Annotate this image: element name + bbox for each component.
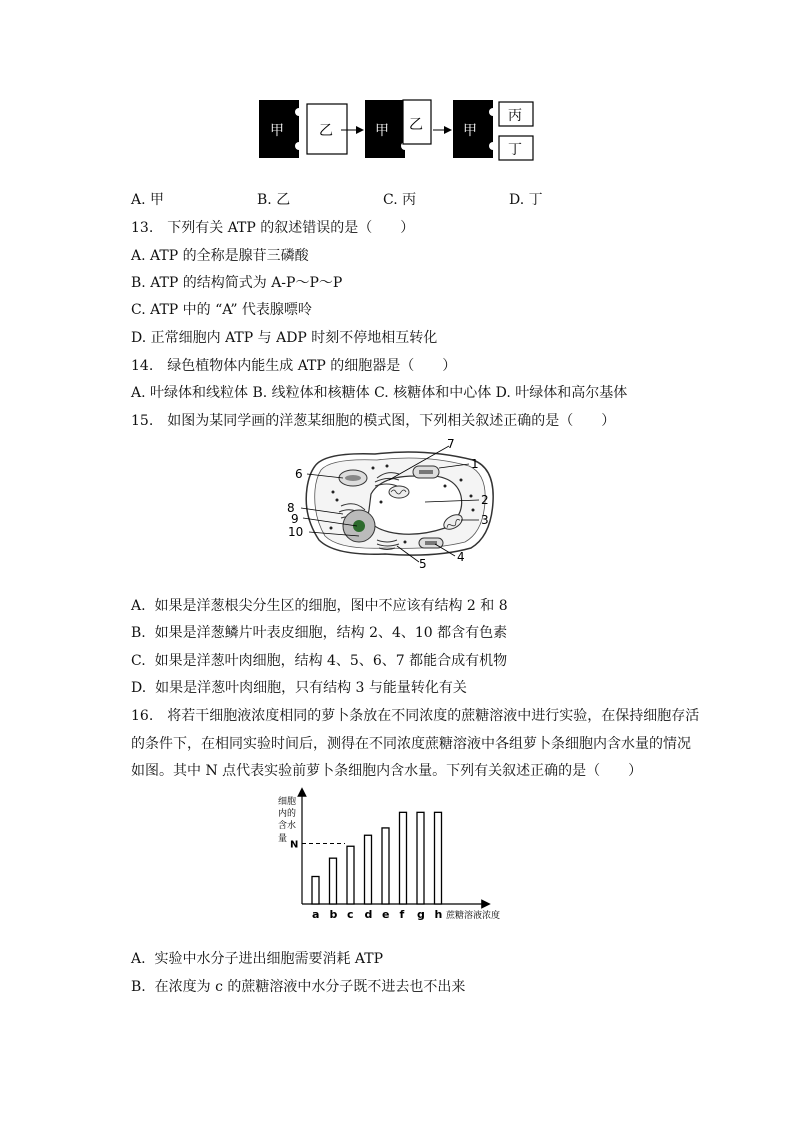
- fig12-label: 甲: [375, 123, 389, 139]
- q12-figure: [255, 96, 545, 162]
- q16-stem-line-2: 的条件下，在相同实验时间后，测得在不同浓度蔗糖溶液中各组萝卜条细胞内含水量的情况: [131, 736, 691, 752]
- bar-h: [435, 812, 442, 904]
- q12-options: [131, 190, 691, 210]
- cell-label-2: 2: [481, 493, 489, 507]
- x-tick-label: c: [347, 908, 354, 921]
- bar-f: [400, 812, 407, 904]
- q12-option-d[interactable]: D. 丁: [509, 192, 543, 208]
- q13-option-c[interactable]: C. ATP 中的 “A” 代表腺嘌呤: [131, 302, 312, 318]
- fig12-label: 甲: [270, 123, 284, 139]
- x-tick-label: e: [382, 908, 390, 921]
- cell-label-1: 1: [471, 457, 479, 471]
- q16-water-content-chart: [270, 786, 530, 926]
- y-label-line: 含水: [278, 821, 297, 831]
- fig12-label: 甲: [463, 123, 477, 139]
- cell-label-8: 8: [287, 501, 295, 515]
- q16-stem-line-1: 16. 将若干细胞液浓度相同的萝卜条放在不同浓度的蔗糖溶液中进行实验，在保持细胞存活: [131, 708, 700, 724]
- bar-c: [347, 846, 354, 904]
- q12-option-b[interactable]: B. 乙: [257, 192, 291, 208]
- q13-option-a[interactable]: A. ATP 的全称是腺苷三磷酸: [131, 248, 309, 264]
- q15-cell-figure: [285, 436, 515, 572]
- q12-option-a[interactable]: A. 甲: [131, 192, 165, 208]
- q15-option-b[interactable]: B. 如果是洋葱鳞片叶表皮细胞，结构 2、4、10 都含有色素: [131, 625, 508, 641]
- fig12-label: 乙: [319, 123, 333, 139]
- q15-option-d[interactable]: D. 如果是洋葱叶肉细胞，只有结构 3 与能量转化有关: [131, 680, 467, 696]
- q13-option-b[interactable]: B. ATP 的结构简式为 A-P～P～P: [131, 275, 343, 291]
- cell-label-4: 4: [457, 550, 465, 564]
- bar-b: [330, 858, 337, 904]
- x-tick-label: d: [364, 908, 373, 921]
- x-tick-label: b: [329, 908, 338, 921]
- cell-label-3: 3: [481, 513, 489, 527]
- n-label: N: [290, 839, 299, 851]
- cell-label-6: 6: [295, 467, 303, 481]
- q16-option-a[interactable]: A. 实验中水分子进出细胞需要消耗 ATP: [131, 951, 384, 967]
- y-label-line: 量: [278, 834, 288, 844]
- q16-option-b[interactable]: B. 在浓度为 c 的蔗糖溶液中水分子既不进去也不出来: [131, 979, 466, 995]
- cell-label-9: 9: [291, 512, 299, 526]
- cell-label-5: 5: [419, 557, 427, 571]
- x-axis-label: 蔗糖溶液浓度: [446, 911, 501, 921]
- fig12-label: 丁: [508, 142, 522, 158]
- q15-option-c[interactable]: C. 如果是洋葱叶肉细胞，结构 4、5、6、7 都能合成有机物: [131, 653, 508, 669]
- y-label-line: 细胞: [278, 797, 297, 807]
- q16-stem-line-3: 如图。其中 N 点代表实验前萝卜条细胞内含水量。下列有关叙述正确的是（ ）: [131, 763, 643, 779]
- x-tick-label: a: [312, 908, 320, 921]
- q15-stem: 15. 如图为某同学画的洋葱某细胞的模式图，下列相关叙述正确的是（ ）: [131, 413, 616, 429]
- x-tick-label: h: [434, 908, 443, 921]
- x-tick-label: f: [399, 908, 405, 921]
- bar-d: [365, 835, 372, 904]
- bar-g: [417, 812, 424, 904]
- fig12-label: 乙: [409, 117, 423, 133]
- q13-option-d[interactable]: D. 正常细胞内 ATP 与 ADP 时刻不停地相互转化: [131, 330, 438, 346]
- fig12-label: 丙: [508, 108, 522, 124]
- cell-label-10: 10: [288, 525, 304, 539]
- q12-option-c[interactable]: C. 丙: [383, 192, 417, 208]
- q13-stem: 13. 下列有关 ATP 的叙述错误的是（ ）: [131, 220, 415, 236]
- q15-option-a[interactable]: A. 如果是洋葱根尖分生区的细胞，图中不应该有结构 2 和 8: [131, 598, 508, 614]
- y-label-line: 内的: [278, 809, 297, 819]
- bar-a: [312, 877, 319, 905]
- bar-e: [382, 828, 389, 904]
- q14-options[interactable]: A. 叶绿体和线粒体 B. 线粒体和核糖体 C. 核糖体和中心体 D. 叶绿体和高尔基体: [131, 385, 628, 401]
- x-tick-label: g: [417, 908, 425, 921]
- cell-label-7: 7: [447, 437, 455, 451]
- q14-stem: 14. 绿色植物体内能生成 ATP 的细胞器是（ ）: [131, 358, 457, 374]
